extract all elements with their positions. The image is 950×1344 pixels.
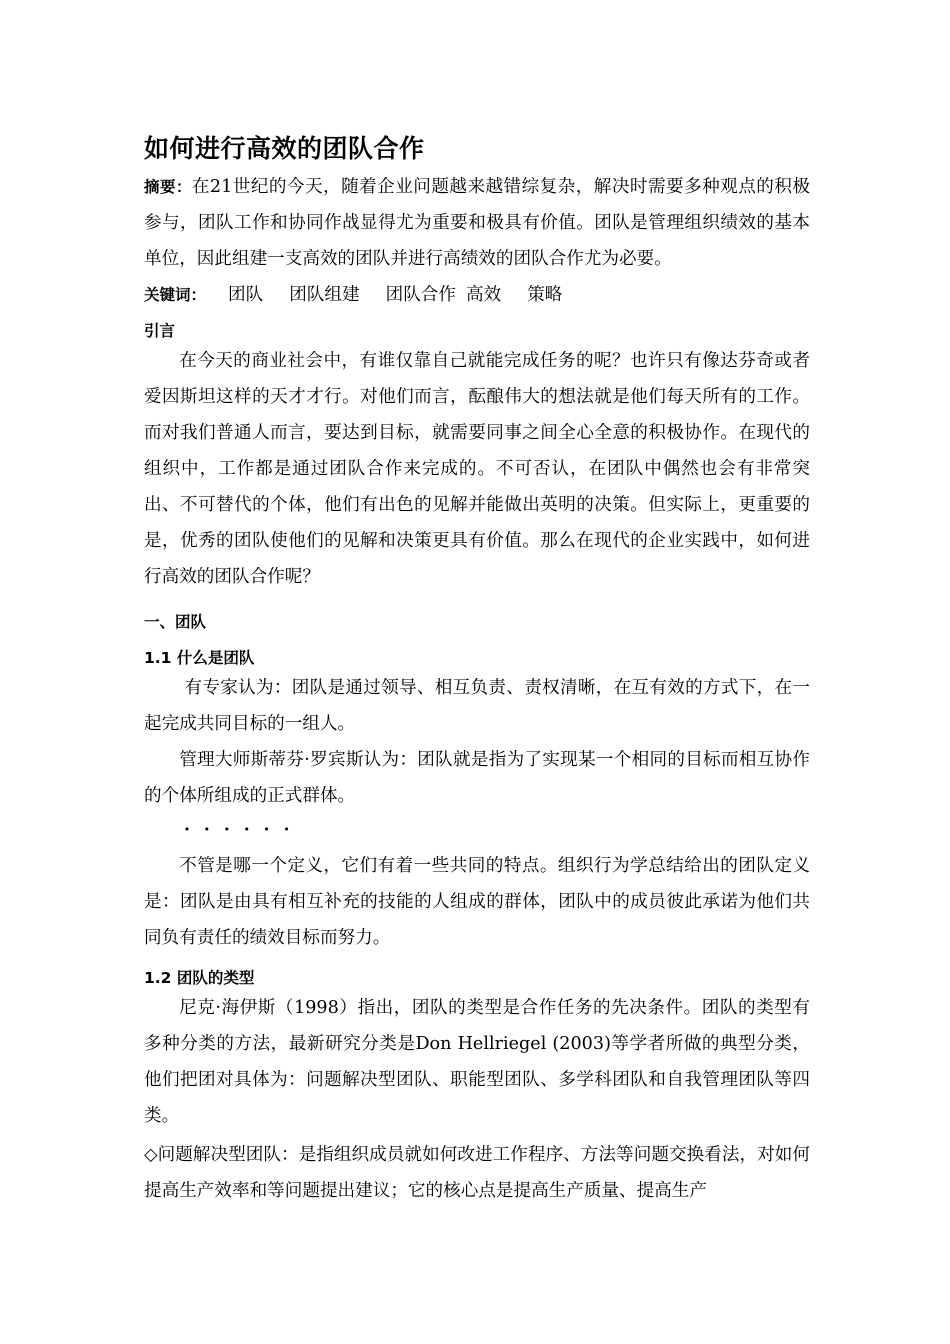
- definition-summary-paragraph: 不管是哪一个定义，它们有着一些共同的特点。组织行为学总结给出的团队定义是：团队是由具有相互补充的技能的人组成的群体，团队中的成员彼此承诺为他们共同负有责任的绩效目标而努力。: [144, 856, 810, 948]
- section-heading: 一、团队: [144, 613, 207, 631]
- definition-paragraph: 有专家认为：团队是通过领导、相互负责、责权清晰，在互有效的方式下，在一起完成共同目标的一组人。: [144, 678, 810, 734]
- subsection-heading: 1.1 什么是团队: [144, 649, 255, 667]
- team-types-paragraph: 尼克·海伊斯（1998）指出，团队的类型是合作任务的先决条件。团队的类型有多种分类的方法，最新研究分类是Don Hellriegel (2003)等学者所做的典型分类，他们把团对具体为：问题解决型团队、职能型团队、多学科团队和自我管理团队等四类。: [144, 998, 810, 1126]
- keyword-item: 高效: [465, 285, 502, 305]
- document-title: 如何进行高效的团队合作: [144, 134, 425, 163]
- keyword-item: 团队组建: [289, 285, 360, 305]
- intro-heading: 引言: [144, 322, 176, 340]
- keyword-item: 团队合作: [385, 285, 456, 305]
- keyword-item: 团队: [228, 285, 264, 305]
- team-type-item: ◇问题解决型团队：是指组织成员就如何改进工作程序、方法等问题交换看法，对如何提高生产效率和等问题提出建议；它的核心点是提高生产质量、提高生产: [144, 1145, 810, 1201]
- subsection-heading: 1.2 团队的类型: [144, 969, 255, 987]
- ellipsis-dots: ······: [184, 820, 304, 840]
- keywords-label: 关键词：: [144, 286, 207, 304]
- abstract-text: 在21世纪的今天，随着企业问题越来越错综复杂，解决时需要多种观点的积极参与，团队工作和协同作战显得尤为重要和极具有价值。团队是管理组织绩效的基本单位，因此组建一支高效的团队并进行高绩效的团队合作尤为必要。: [144, 177, 810, 269]
- abstract-label: 摘要：: [144, 178, 192, 196]
- intro-paragraph: 在今天的商业社会中，有谁仅靠自己就能完成任务的呢？也许只有像达芬奇或者爱因斯坦这样的天才才行。对他们而言，酝酿伟大的想法就是他们每天所有的工作。而对我们普通人而言，要达到目标，就需要同事之间全心全意的积极协作。在现代的组织中，工作都是通过团队合作来完成的。不可否认，在团队中偶然也会有非常突出、不可替代的个体，他们有出色的见解并能做出英明的决策。但实际上，更重要的是，优秀的团队使他们的见解和决策更具有价值。那么在现代的企业实践中，如何进行高效的团队合作呢？: [144, 351, 810, 587]
- abstract-paragraph: [144, 169, 810, 277]
- keywords-line: [144, 277, 810, 313]
- definition-paragraph: 管理大师斯蒂芬·罗宾斯认为：团队就是指为了实现某一个相同的目标而相互协作的个体所组成的正式群体。: [144, 750, 810, 806]
- keyword-item: 策略: [527, 285, 563, 305]
